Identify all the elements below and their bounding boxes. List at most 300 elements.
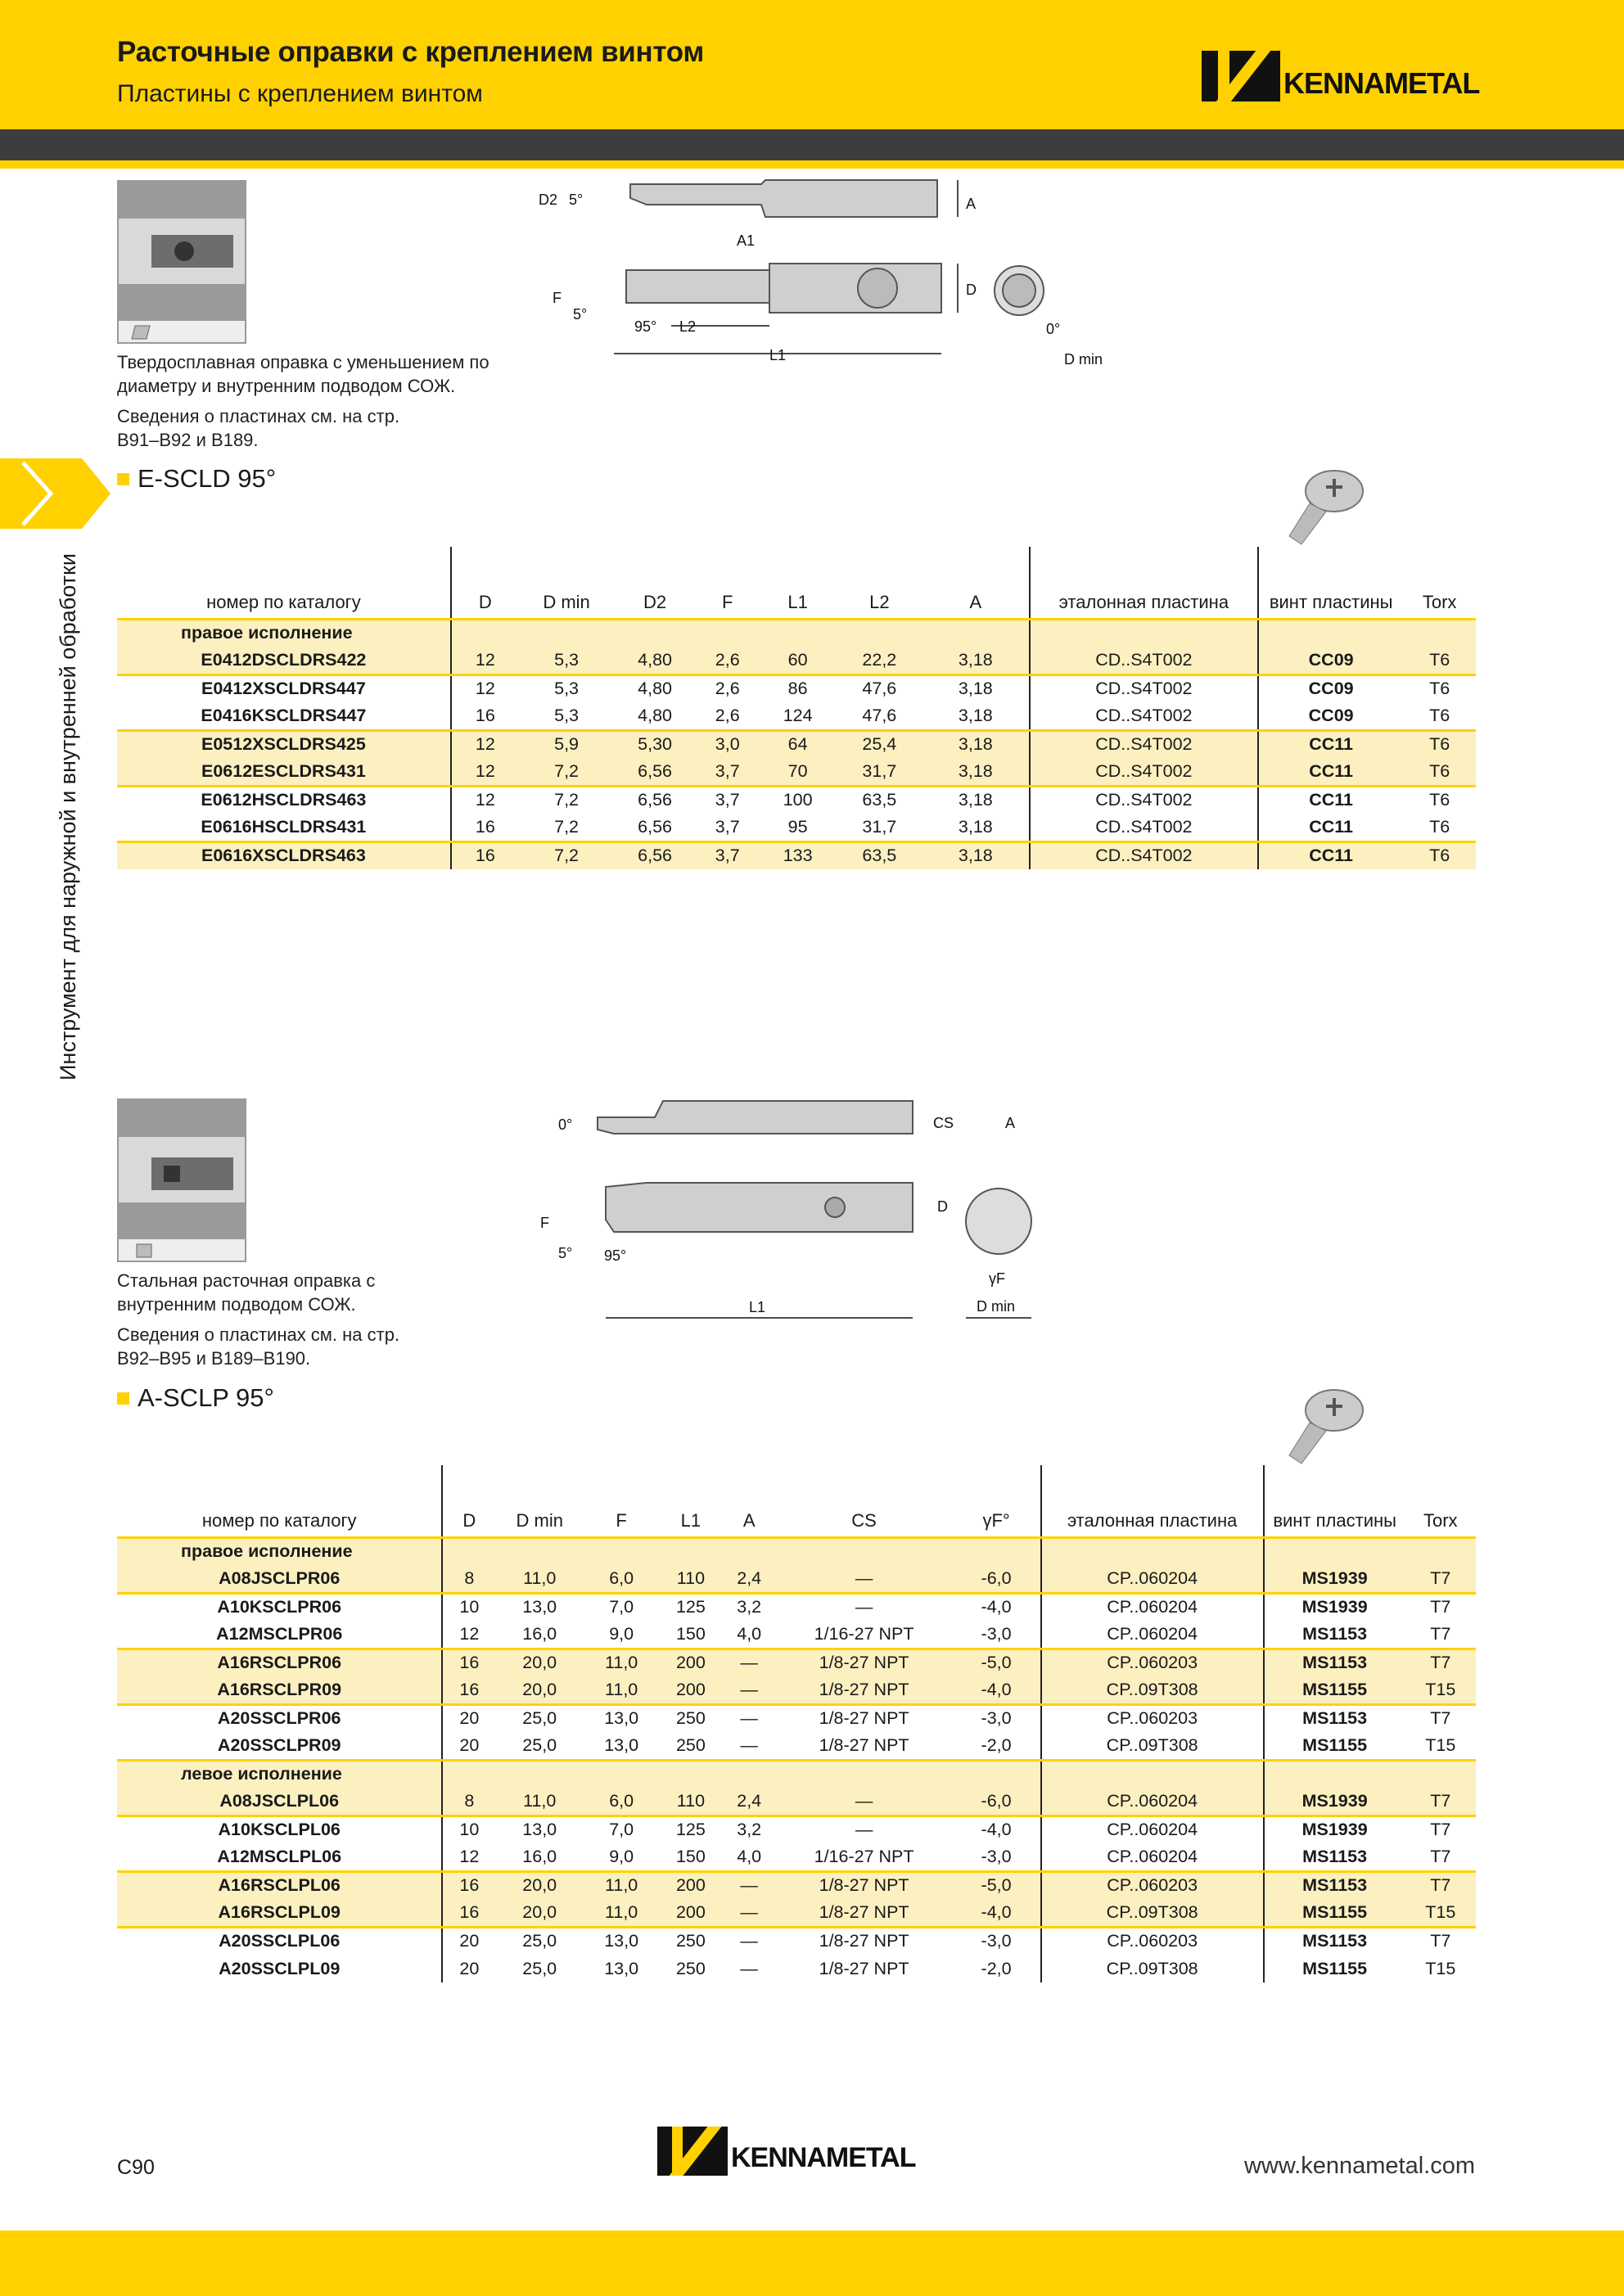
empty-cell: [1041, 1760, 1264, 1788]
catalog-number: A20SSCLPL09: [117, 1955, 442, 1982]
dim2-f: F: [540, 1215, 549, 1231]
f-value: 9,0: [609, 1623, 634, 1644]
a-value: 3,2: [723, 1593, 776, 1621]
cs-value: —: [776, 1593, 953, 1621]
table-row: [117, 758, 1476, 786]
empty-cell: [1030, 619, 1258, 647]
a-value: 3,18: [923, 814, 1030, 841]
screw-value: CC11: [1258, 730, 1403, 758]
f-value: 6,0: [584, 1788, 659, 1816]
dmin-value: 20,0: [495, 1676, 584, 1704]
gf-value: -5,0: [953, 1871, 1041, 1899]
screw-value: MS1153: [1264, 1871, 1405, 1899]
table-row: [117, 814, 1476, 841]
t1-header-d2: D2: [614, 547, 696, 619]
torx-value: T7: [1405, 1788, 1476, 1816]
page-header: [0, 0, 1624, 129]
group-header-row: [117, 1537, 1476, 1565]
dim-angle-5: 5°: [569, 192, 584, 208]
chapter-tab-icon: [0, 458, 111, 529]
a-value: —: [723, 1927, 776, 1955]
torx-value: T7: [1430, 1846, 1451, 1866]
dim-d2: D2: [539, 192, 558, 208]
l1-value: 95: [787, 816, 808, 837]
table-row: [117, 1927, 1476, 1955]
t2-header-screw: винт пластины: [1264, 1465, 1405, 1537]
torx-value: T15: [1405, 1676, 1476, 1704]
dmin-value: 5,3: [519, 674, 614, 702]
t1-header-f: F: [696, 547, 760, 619]
t2-header-a: A: [723, 1465, 776, 1537]
dim-f: F: [553, 290, 562, 306]
section1-desc-text: Твердосплавная оправка с уменьшением по диаметру и внутренним подводом СОЖ.: [117, 352, 489, 396]
cs-value: 1/8-27 NPT: [819, 1734, 909, 1755]
catalog-number: A16RSCLPR09: [117, 1676, 442, 1704]
table-row: [117, 841, 1476, 869]
catalog-number: E0412XSCLDRS447: [117, 674, 451, 702]
dmin-value: 25,0: [495, 1704, 584, 1732]
l1-value: 150: [675, 1846, 706, 1866]
group-label: правое исполнение: [117, 619, 451, 647]
torx-value: T15: [1405, 1899, 1476, 1927]
screw-value: CC09: [1258, 647, 1403, 674]
empty-cell: [495, 1537, 584, 1565]
dmin-value: 25,0: [522, 1958, 557, 1978]
screw-value: MS1153: [1302, 1623, 1368, 1644]
cs-value: 1/8-27 NPT: [776, 1871, 953, 1899]
gf-value: -5,0: [953, 1649, 1041, 1676]
a-value: 3,18: [923, 841, 1030, 869]
dim-95: 95°: [634, 318, 657, 335]
cs-value: 1/16-27 NPT: [814, 1623, 914, 1644]
gf-value: -4,0: [953, 1899, 1041, 1927]
section2-title: [117, 1383, 274, 1413]
catalog-number: A08JSCLPR06: [117, 1565, 442, 1593]
insert-value: CP..060203: [1041, 1927, 1264, 1955]
table-row: [117, 1871, 1476, 1899]
dmin-value: 20,0: [495, 1649, 584, 1676]
screw-value: MS1155: [1264, 1676, 1405, 1704]
l2-value: 25,4: [837, 730, 923, 758]
a-value: 3,18: [923, 730, 1030, 758]
table-row: [117, 1676, 1476, 1704]
catalog-number: E0616HSCLDRS431: [117, 814, 451, 841]
gf-value: -2,0: [953, 1955, 1041, 1982]
screw-value: CC11: [1309, 816, 1354, 837]
catalog-number: E0616XSCLDRS463: [117, 841, 451, 869]
screw-value: CC11: [1258, 758, 1403, 786]
d-value: 16: [451, 841, 519, 869]
dmin-value: 16,0: [522, 1623, 557, 1644]
d-value: 16: [442, 1649, 495, 1676]
insert-value: CP..09T308: [1041, 1955, 1264, 1982]
dim-dmin: D min: [1064, 351, 1103, 368]
table-row: [117, 1955, 1476, 1982]
screw-value: MS1939: [1264, 1593, 1405, 1621]
cs-value: 1/8-27 NPT: [776, 1676, 953, 1704]
d2-value: 4,80: [638, 705, 673, 725]
footer-yellow-band: [0, 2231, 1624, 2296]
f-value: 13,0: [604, 1958, 639, 1978]
d2-value: 6,56: [638, 816, 673, 837]
f-value: 13,0: [584, 1704, 659, 1732]
catalog-number: E0612ESCLDRS431: [117, 758, 451, 786]
catalog-number: A12MSCLPR06: [117, 1621, 442, 1649]
f-value: 2,6: [696, 647, 760, 674]
empty-cell: [442, 1537, 495, 1565]
torx-value: T7: [1405, 1704, 1476, 1732]
catalog-number: E0416KSCLDRS447: [117, 702, 451, 730]
dim2-cs: CS: [933, 1115, 954, 1131]
section1-tool-thumbnail: [117, 180, 246, 344]
screw-value: MS1153: [1264, 1704, 1405, 1732]
a-value: 3,18: [923, 702, 1030, 730]
catalog-number: A08JSCLPL06: [117, 1788, 442, 1816]
torx-value: T6: [1403, 730, 1476, 758]
insert-value: CP..060204: [1041, 1593, 1264, 1621]
empty-cell: [1258, 619, 1403, 647]
group-label: левое исполнение: [117, 1760, 442, 1788]
l1-value: 110: [659, 1788, 723, 1816]
l1-value: 250: [659, 1704, 723, 1732]
dim-l1: L1: [769, 347, 787, 363]
cs-value: —: [776, 1788, 953, 1816]
dim-a1: A1: [737, 232, 756, 249]
d-value: 12: [451, 647, 519, 674]
dim2-d: D: [937, 1198, 948, 1215]
table-row: [117, 1899, 1476, 1927]
screw-value: MS1155: [1302, 1734, 1368, 1755]
d-value: 12: [459, 1623, 480, 1644]
insert-value: CP..060203: [1041, 1649, 1264, 1676]
screw-value: CC11: [1258, 841, 1403, 869]
dmin-value: 7,2: [519, 841, 614, 869]
empty-cell: [659, 1537, 723, 1565]
dmin-value: 20,0: [495, 1899, 584, 1927]
l1-value: 125: [659, 1816, 723, 1843]
f-value: 3,7: [715, 816, 740, 837]
t2-header-catalog: номер по каталогу: [117, 1465, 442, 1537]
f-value: 9,0: [609, 1846, 634, 1866]
l1-value: 200: [659, 1871, 723, 1899]
l2-value: 31,7: [862, 816, 897, 837]
torx-value: T7: [1430, 1623, 1451, 1644]
a-value: 3,2: [723, 1816, 776, 1843]
empty-cell: [723, 1537, 776, 1565]
cs-value: 1/16-27 NPT: [814, 1846, 914, 1866]
logo-wordmark: KENNAMETAL: [731, 2141, 916, 2173]
t2-header-torx: Torx: [1405, 1465, 1476, 1537]
t1-header-d: D: [451, 547, 519, 619]
logo-mark-icon: [1202, 51, 1280, 101]
cs-value: 1/8-27 NPT: [776, 1927, 953, 1955]
empty-cell: [1405, 1760, 1476, 1788]
l2-value: 22,2: [837, 647, 923, 674]
table-row: [117, 1704, 1476, 1732]
empty-cell: [953, 1760, 1041, 1788]
l2-value: 47,6: [837, 674, 923, 702]
catalog-number: E0512XSCLDRS425: [117, 730, 451, 758]
d-value: 20: [459, 1958, 480, 1978]
table-row: [117, 1732, 1476, 1760]
catalog-number: E0612HSCLDRS463: [117, 786, 451, 814]
gf-value: -3,0: [953, 1704, 1041, 1732]
d-value: 20: [442, 1927, 495, 1955]
group-header-row: [117, 1760, 1476, 1788]
torx-value: T6: [1403, 786, 1476, 814]
empty-cell: [776, 1760, 953, 1788]
d2-value: 4,80: [614, 674, 696, 702]
t1-header-dmin: D min: [519, 547, 614, 619]
section2-desc-ref: Сведения о пластинах см. на стр. B92–B95 и B189–B190.: [117, 1324, 400, 1369]
f-value: 13,0: [584, 1927, 659, 1955]
table-row: [117, 1621, 1476, 1649]
a-value: 2,4: [723, 1788, 776, 1816]
cs-value: —: [776, 1816, 953, 1843]
insert-value: CP..060204: [1041, 1621, 1264, 1649]
insert-value: CD..S4T002: [1030, 814, 1258, 841]
empty-cell: [696, 619, 760, 647]
cs-value: —: [776, 1565, 953, 1593]
f-value: 3,7: [696, 758, 760, 786]
insert-value: CD..S4T002: [1030, 674, 1258, 702]
l2-value: 47,6: [862, 705, 897, 725]
d-value: 10: [442, 1593, 495, 1621]
dmin-value: 7,2: [519, 758, 614, 786]
torx-value: T15: [1425, 1958, 1456, 1978]
dmin-value: 13,0: [495, 1593, 584, 1621]
table-row: [117, 647, 1476, 674]
screw-value: MS1153: [1264, 1649, 1405, 1676]
catalog-number: A12MSCLPL06: [117, 1843, 442, 1871]
a-value: —: [723, 1871, 776, 1899]
footer-kennametal-logo: [657, 2127, 915, 2176]
torx-value: T7: [1405, 1649, 1476, 1676]
empty-cell: [519, 619, 614, 647]
l1-value: 200: [659, 1649, 723, 1676]
d-value: 10: [442, 1816, 495, 1843]
section2-description: [117, 1269, 412, 1370]
a-value: 4,0: [737, 1846, 762, 1866]
l1-value: 100: [760, 786, 837, 814]
insert-value: CD..S4T002: [1030, 786, 1258, 814]
a-value: 3,18: [923, 786, 1030, 814]
d2-value: 6,56: [614, 758, 696, 786]
f-value: 11,0: [584, 1899, 659, 1927]
empty-cell: [1403, 619, 1476, 647]
t2-header-gf: γF°: [953, 1465, 1041, 1537]
f-value: 3,0: [696, 730, 760, 758]
screw-value: MS1939: [1264, 1788, 1405, 1816]
insert-value: CP..09T308: [1041, 1732, 1264, 1760]
page-title: Расточные оправки с креплением винтом: [117, 36, 704, 68]
table-row: [117, 1593, 1476, 1621]
t1-header-l1: L1: [760, 547, 837, 619]
screw-value: MS1939: [1264, 1565, 1405, 1593]
l1-value: 110: [659, 1565, 723, 1593]
l1-value: 125: [659, 1593, 723, 1621]
dmin-value: 11,0: [495, 1565, 584, 1593]
d-value: 12: [451, 730, 519, 758]
dim2-dmin: D min: [977, 1298, 1016, 1315]
insert-value: CP..060203: [1041, 1871, 1264, 1899]
dmin-value: 5,9: [519, 730, 614, 758]
d2-value: 6,56: [614, 841, 696, 869]
torx-value: T7: [1405, 1565, 1476, 1593]
catalog-number: A20SSCLPR09: [117, 1732, 442, 1760]
page-number: C90: [117, 2156, 155, 2179]
catalog-number: E0412DSCLDRS422: [117, 647, 451, 674]
t2-header-l1: L1: [659, 1465, 723, 1537]
torx-value: T7: [1405, 1816, 1476, 1843]
f-value: 11,0: [584, 1649, 659, 1676]
insert-value: CD..S4T002: [1030, 841, 1258, 869]
screw-icon: [1277, 1382, 1367, 1472]
dim2-zero: 0°: [558, 1116, 573, 1133]
d2-value: 4,80: [614, 647, 696, 674]
screw-value: MS1153: [1302, 1846, 1368, 1866]
table-row: [117, 1843, 1476, 1871]
a-value: —: [740, 1734, 758, 1755]
d2-value: 5,30: [614, 730, 696, 758]
t1-header-l2: L2: [837, 547, 923, 619]
screw-value: MS1155: [1264, 1899, 1405, 1927]
dim-zero: 0°: [1046, 321, 1061, 337]
section1-desc-ref: Сведения о пластинах см. на стр. B91–B92 и B189.: [117, 406, 400, 450]
l1-value: 60: [760, 647, 837, 674]
a-value: —: [723, 1676, 776, 1704]
gf-value: -6,0: [953, 1788, 1041, 1816]
section-marker-icon: [117, 473, 129, 485]
section-marker-icon: [117, 1392, 129, 1405]
empty-cell: [837, 619, 923, 647]
dim2-95: 95°: [604, 1247, 627, 1264]
table-row: [117, 674, 1476, 702]
empty-cell: [953, 1537, 1041, 1565]
logo-mark-icon: [657, 2127, 728, 2176]
empty-cell: [584, 1537, 659, 1565]
insert-value: CP..060204: [1041, 1843, 1264, 1871]
torx-value: T6: [1403, 841, 1476, 869]
empty-cell: [776, 1537, 953, 1565]
d-value: 12: [451, 758, 519, 786]
section2-tool-thumbnail: [117, 1098, 246, 1262]
table-row: [117, 730, 1476, 758]
website-link[interactable]: www.kennametal.com: [1243, 2153, 1475, 2179]
dmin-value: 13,0: [495, 1816, 584, 1843]
catalog-number: A10KSCLPL06: [117, 1816, 442, 1843]
gf-value: -3,0: [953, 1621, 1041, 1649]
gf-value: -3,0: [953, 1843, 1041, 1871]
dim2-gf: γF: [989, 1270, 1005, 1287]
cs-value: 1/8-27 NPT: [819, 1958, 909, 1978]
insert-value: CP..060203: [1041, 1704, 1264, 1732]
insert-value: CD..S4T002: [1030, 730, 1258, 758]
l1-value: 250: [675, 1734, 706, 1755]
t2-header-dmin: D min: [495, 1465, 584, 1537]
torx-value: T7: [1405, 1593, 1476, 1621]
screw-value: MS1939: [1264, 1816, 1405, 1843]
d-value: 16: [475, 705, 495, 725]
d-value: 16: [442, 1899, 495, 1927]
t1-header-screw: винт пластины: [1258, 547, 1403, 619]
section2-dimension-diagram: [540, 1089, 1064, 1334]
f-value: 11,0: [584, 1676, 659, 1704]
f-value: 2,6: [696, 674, 760, 702]
empty-cell: [923, 619, 1030, 647]
d-value: 20: [442, 1704, 495, 1732]
t2-header-cs: CS: [776, 1465, 953, 1537]
catalog-number: A16RSCLPL06: [117, 1871, 442, 1899]
l1-value: 150: [675, 1623, 706, 1644]
t1-header-torx: Torx: [1403, 547, 1476, 619]
section1-table: [117, 547, 1476, 869]
f-value: 6,0: [584, 1565, 659, 1593]
l1-value: 250: [675, 1958, 706, 1978]
a-value: —: [723, 1704, 776, 1732]
header-dark-band: [0, 129, 1624, 160]
empty-cell: [723, 1760, 776, 1788]
empty-cell: [1264, 1537, 1405, 1565]
screw-value: CC09: [1258, 674, 1403, 702]
dmin-value: 25,0: [495, 1927, 584, 1955]
table-row: [117, 1788, 1476, 1816]
t1-header-insert: эталонная пластина: [1030, 547, 1258, 619]
group-header-row: [117, 619, 1476, 647]
gf-value: -2,0: [953, 1732, 1041, 1760]
l1-value: 124: [783, 705, 813, 725]
dim2-l1: L1: [749, 1299, 766, 1315]
a-value: 4,0: [737, 1623, 762, 1644]
t1-header-a: A: [923, 547, 1030, 619]
dim-l2: L2: [679, 318, 697, 335]
a-value: —: [723, 1899, 776, 1927]
table-row: [117, 1565, 1476, 1593]
insert-value: CP..09T308: [1041, 1899, 1264, 1927]
torx-value: T6: [1429, 705, 1450, 725]
section2-table: [117, 1465, 1476, 1982]
l1-value: 70: [760, 758, 837, 786]
torx-value: T6: [1403, 674, 1476, 702]
cs-value: 1/8-27 NPT: [776, 1649, 953, 1676]
empty-cell: [584, 1760, 659, 1788]
l2-value: 63,5: [837, 786, 923, 814]
insert-value: CP..060204: [1041, 1788, 1264, 1816]
gf-value: -4,0: [953, 1593, 1041, 1621]
f-value: 2,6: [715, 705, 740, 725]
dim2-a: A: [1005, 1115, 1016, 1131]
t2-header-insert: эталонная пластина: [1041, 1465, 1264, 1537]
gf-value: -3,0: [953, 1927, 1041, 1955]
dmin-value: 16,0: [522, 1846, 557, 1866]
empty-cell: [760, 619, 837, 647]
section1-title-text: E-SCLD 95°: [138, 464, 277, 493]
t1-header-catalog: номер по каталогу: [117, 547, 451, 619]
a-value: —: [723, 1649, 776, 1676]
d-value: 8: [442, 1788, 495, 1816]
sidebar-vertical-label: Инструмент для наружной и внутренней обработки: [56, 553, 80, 1080]
d-value: 12: [451, 674, 519, 702]
a-value: —: [740, 1958, 758, 1978]
table-row: [117, 1816, 1476, 1843]
section2-desc-text: Стальная расточная оправка с внутренним подводом СОЖ.: [117, 1270, 376, 1315]
dmin-value: 5,3: [554, 705, 580, 725]
gf-value: -6,0: [953, 1565, 1041, 1593]
a-value: 2,4: [723, 1565, 776, 1593]
empty-cell: [1264, 1760, 1405, 1788]
table-row: [117, 786, 1476, 814]
table-row: [117, 1649, 1476, 1676]
